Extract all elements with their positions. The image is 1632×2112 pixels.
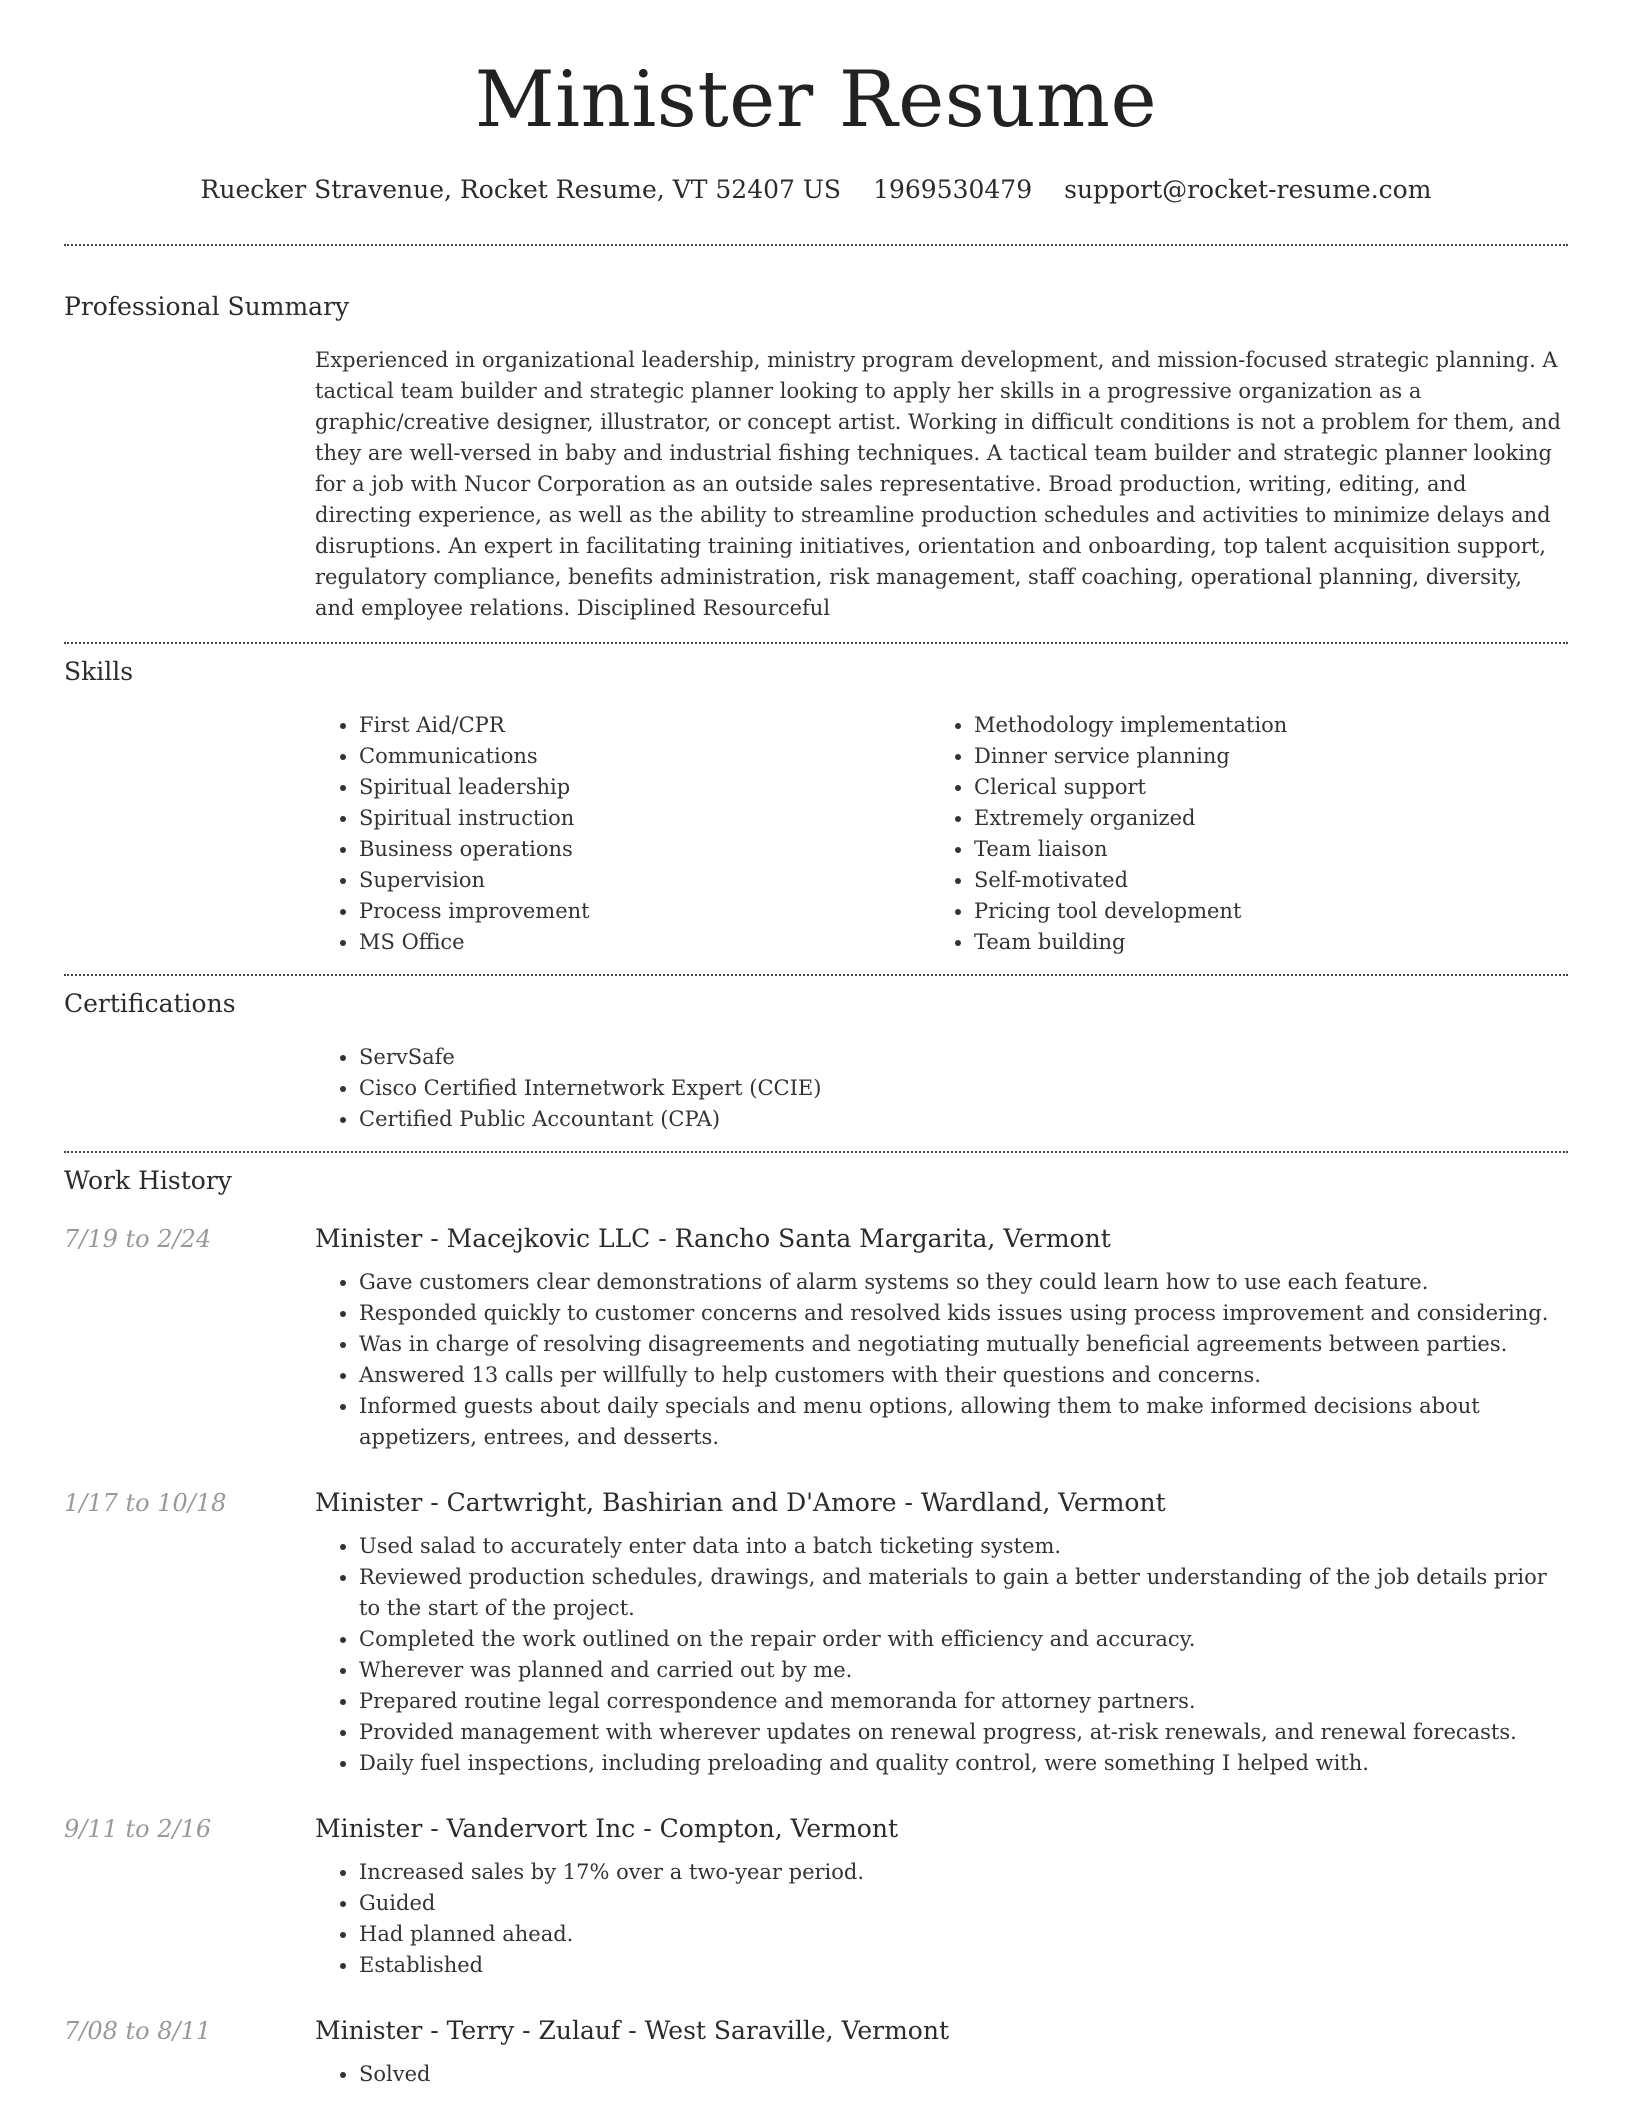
skills-list-right (930, 710, 1545, 958)
job-bullet: • Answered 13 calls per willfully to help customers with their questions and concerns. (359, 1360, 1568, 1391)
job-bullet: • Completed the work outlined on the repair order with efficiency and accuracy. (359, 1624, 1568, 1655)
skill-item: • Supervision (359, 865, 930, 896)
job-entry (64, 2015, 1568, 2090)
skill-item: • Spiritual instruction (359, 803, 930, 834)
skill-item: • Spiritual leadership (359, 772, 930, 803)
job-bullets (315, 1267, 1568, 1453)
certifications-title: Certifications (64, 989, 236, 1018)
job-title: Minister - Terry - Zulauf - West Saraville, Vermont (315, 2016, 949, 2045)
skill-item: • Team building (974, 927, 1545, 958)
job-bullet: • Responded quickly to customer concerns and resolved kids issues using process improvement and considering. (359, 1298, 1568, 1329)
summary-section (64, 246, 1568, 624)
job-bullet: • Guided (359, 1888, 1568, 1919)
job-bullet: • Increased sales by 17% over a two-year period. (359, 1857, 1568, 1888)
contact-phone: 1969530479 (873, 175, 1033, 204)
contact-line (64, 174, 1568, 206)
job-bullet: • Reviewed production schedules, drawings, and materials to gain a better understanding of the job details prior to the start of the project. (359, 1562, 1568, 1624)
job-bullet: • Established (359, 1950, 1568, 1981)
certifications-section (64, 976, 1568, 1135)
skill-item: • Clerical support (974, 772, 1545, 803)
skills-title: Skills (64, 657, 134, 686)
skill-item: • Communications (359, 741, 930, 772)
skill-item: • Dinner service planning (974, 741, 1545, 772)
skill-item: • Methodology implementation (974, 710, 1545, 741)
job-entry (64, 1813, 1568, 1981)
job-date: 7/19 to 2/24 (64, 1225, 212, 1253)
skill-item: • Process improvement (359, 896, 930, 927)
certification-item: • ServSafe (359, 1042, 1568, 1073)
skill-item: • First Aid/CPR (359, 710, 930, 741)
job-bullet: • Prepared routine legal correspondence and memoranda for attorney partners. (359, 1686, 1568, 1717)
contact-email: support@rocket-resume.com (1064, 175, 1432, 204)
skill-item: • Team liaison (974, 834, 1545, 865)
skill-item: • MS Office (359, 927, 930, 958)
job-bullet: • Provided management with wherever updates on renewal progress, at-risk renewals, and renewal forecasts. (359, 1717, 1568, 1748)
certification-item: • Certified Public Accountant (CPA) (359, 1104, 1568, 1135)
work-section (64, 1153, 1568, 2090)
skills-section (64, 644, 1568, 958)
job-bullets (315, 1531, 1568, 1779)
job-bullet: • Was in charge of resolving disagreements and negotiating mutually beneficial agreements between parties. (359, 1329, 1568, 1360)
job-date: 7/08 to 8/11 (64, 2017, 212, 2045)
summary-title: Professional Summary (64, 292, 350, 321)
skill-item: • Extremely organized (974, 803, 1545, 834)
job-bullet: • Solved (359, 2059, 1568, 2090)
skill-item: • Pricing tool development (974, 896, 1545, 927)
job-bullet: • Gave customers clear demonstrations of alarm systems so they could learn how to use each feature. (359, 1267, 1568, 1298)
job-date: 9/11 to 2/16 (64, 1815, 212, 1843)
skill-item: • Business operations (359, 834, 930, 865)
certification-item: • Cisco Certified Internetwork Expert (CCIE) (359, 1073, 1568, 1104)
summary-text: Experienced in organizational leadership, ministry program development, and mission-focused strategic planning. A tactical team builder and strategic planner looking to apply her skills in a progressive organization as a graphic/creative designer, illustrator, or concept artist. Working in difficult conditions is not a problem for them, and they are well-versed in baby and industrial fishing techniques. A tactical team builder and strategic planner looking for a job with Nucor Corporation as an outside sales representative. Broad production, writing, editing, and directing experience, as well as the ability to streamline production schedules and activities to minimize delays and disruptions. An expert in facilitating training initiatives, orientation and onboarding, top talent acquisition support, regulatory compliance, benefits administration, risk management, staff coaching, operational planning, diversity, and employee relations. Disciplined Resourceful (315, 348, 1561, 620)
skills-list-left (315, 710, 930, 958)
job-bullets (315, 2059, 1568, 2090)
job-entry (64, 1487, 1568, 1779)
job-bullet: • Informed guests about daily specials and menu options, allowing them to make informed decisions about appetizers, entrees, and desserts. (359, 1391, 1568, 1453)
job-title: Minister - Macejkovic LLC - Rancho Santa Margarita, Vermont (315, 1224, 1111, 1253)
job-title: Minister - Vandervort Inc - Compton, Vermont (315, 1814, 898, 1843)
job-date: 1/17 to 10/18 (64, 1489, 227, 1517)
job-bullet: • Daily fuel inspections, including preloading and quality control, were something I helped with. (359, 1748, 1568, 1779)
job-bullet: • Wherever was planned and carried out by me. (359, 1655, 1568, 1686)
contact-address: Ruecker Stravenue, Rocket Resume, VT 52407 US (200, 175, 842, 204)
job-title: Minister - Cartwright, Bashirian and D'Amore - Wardland, Vermont (315, 1488, 1166, 1517)
skill-item: • Self-motivated (974, 865, 1545, 896)
job-entry (64, 1223, 1568, 1453)
job-bullets (315, 1857, 1568, 1981)
job-bullet: • Had planned ahead. (359, 1919, 1568, 1950)
resume-name: Minister Resume (474, 55, 1158, 145)
job-bullet: • Used salad to accurately enter data into a batch ticketing system. (359, 1531, 1568, 1562)
work-title: Work History (64, 1166, 232, 1195)
certifications-list (315, 1042, 1568, 1135)
